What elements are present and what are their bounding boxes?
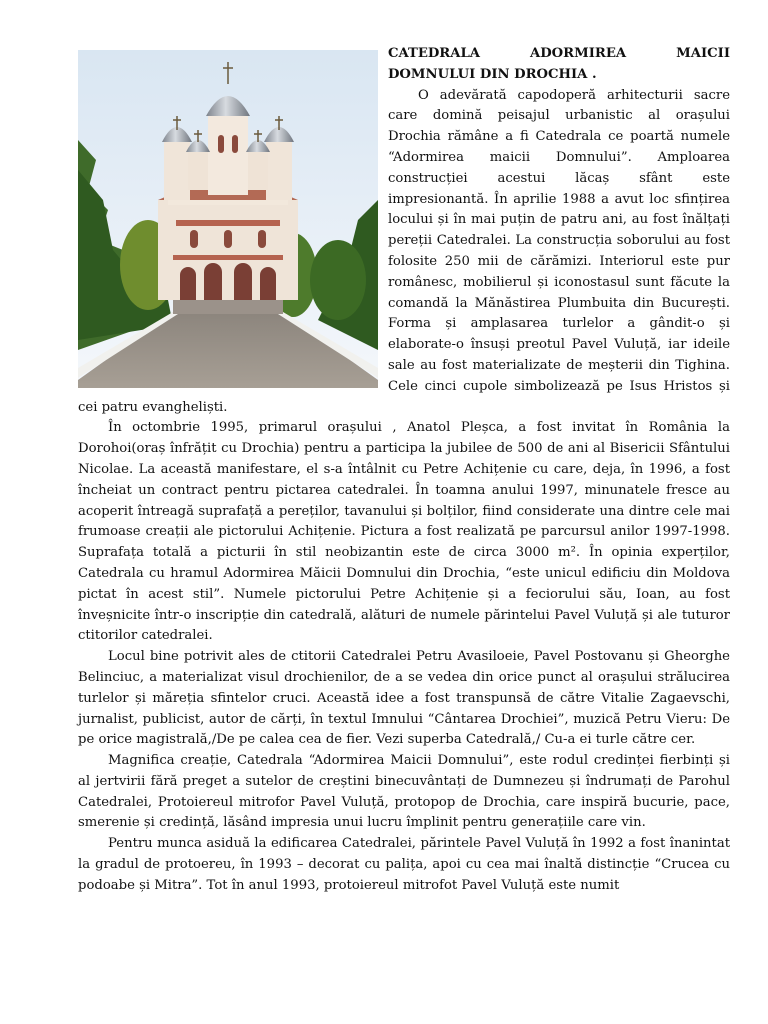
cathedral-photo	[78, 50, 378, 388]
document-page	[78, 44, 730, 897]
paragraph-1: O adevărată capodoperă arhitecturii sacre care domină peisajul urbanistic al orașului Drochia rămâne a fi Catedrala ce poartă numele “Adormirea maicii Domnului”. Amploarea construcției acestui lăcaș sfânt este impresionantă. În aprilie 1988 a avut loc sfințirea locului și în mai puțin de patru ani, au fost înălțați pereții Catedralei. La construcția soborului au fost folosite 250 mii de cărămizi. Interiorul este pur românesc, mobilierul și iconostasul sunt făcute la comandă la Mănăstirea Plumbuita din București. Forma și amplasarea turlelor a gândit-o și elaborate-o însuși preotul Pavel Vuluță, iar ideile sale au fost materializate de meșterii din Tighina. Cele cinci cupole simbolizează pe Isus Hristos și cei patru evangheliști.	[78, 87, 730, 415]
paragraph-5: Pentru munca asiduă la edificarea Catedralei, părintele Pavel Vuluță în 1992 a fost înanintat la gradul de protoereu, în 1993 – decorat cu palița, apoi cu cea mai înaltă distincție “Crucea cu podoabe și Mitra”. Tot în anul 1993, protoiereul mitrofot Pavel Vuluță este numit	[78, 836, 730, 893]
paragraph-4: Magnifica creație, Catedrala “Adormirea Maicii Domnului”, este rodul credinței fierbinți și al jertvirii fără preget a sutelor de creștini binecuvântați de Dumnezeu și îndrumați de Parohul Catedralei, Protoiereul mitrofor Pavel Vuluță, protopop de Drochia, care inspiră bucurie, pace, smerenie și credință, lăsând impresia unui lucru împlinit pentru generațiile care vin.	[78, 753, 730, 831]
paragraph-3: Locul bine potrivit ales de ctitorii Catedralei Petru Avasiloeie, Pavel Postovanu și Gheorghe Belinciuc, a materializat visul drochienilor, de a se vedea din orice punct al orașului strălucirea turlelor și măreția sfintelor cruci. Această idee a fost transpunsă de către Vitalie Zagaevschi, jurnalist, publicist, autor de cărți, în textul Imnului “Cântarea Drochiei”, muzică Petru Vieru: De pe orice magistrală,/De pe calea cea de fier. Vezi superba Catedrală,/ Cu-a ei turle către cer.	[78, 649, 730, 748]
document-title: CATEDRALA ADORMIREA MAICII DOMNULUI DIN DROCHIA .	[388, 46, 730, 82]
paragraph-2: În octombrie 1995, primarul orașului , Anatol Pleșca, a fost invitat în România la Dorohoi(oraș înfrățit cu Drochia) pentru a participa la jubilee de 500 de ani al Bisericii Sfântului Nicolae. La această manifestare, el s-a întâlnit cu Petre Achițenie cu care, deja, în 1996, a fost încheiat un contract pentru pictarea catedralei. În toamna anului 1997, minunatele fresce au acoperit întreagă suprafață a pereților, tavanului și bolților, fiind considerate una dintre cele mai frumoase creații ale pictorului Achițenie. Pictura a fost realizată pe parcursul anilor 1997-1998. Suprafața totală a picturii în stil neobizantin este de circa 3000 m². În opinia experților, Catedrala cu hramul Adormirea Măicii Domnului din Drochia, “este unicul edificiu din Moldova pictat în acest stil”. Numele pictorului Petre Achițenie și a feciorului său, Ioan, au fost înveșnicite într-o inscripție din catedrală, alături de numele părintelui Pavel Vuluță și ale tuturor ctitorilor catedralei.	[78, 420, 730, 644]
